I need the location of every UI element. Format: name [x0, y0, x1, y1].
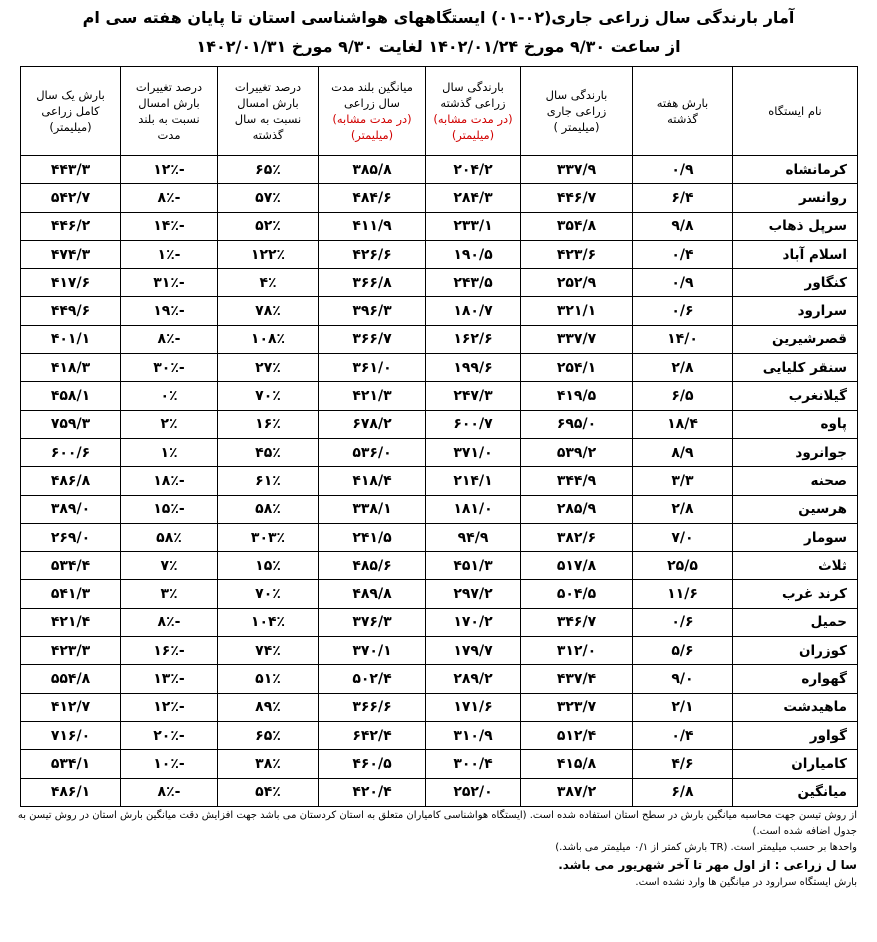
- table-row: [21, 354, 858, 382]
- current-year-rain-cell: ۳۳۷/۹: [521, 156, 633, 184]
- pct-vs-long-term-cell: -۱۸٪: [121, 467, 218, 495]
- pct-vs-last-year-cell: ۵۴٪: [218, 778, 319, 806]
- full-year-rain-cell: ۴۲۳/۳: [21, 637, 121, 665]
- current-year-rain-cell: ۳۵۴/۸: [521, 212, 633, 240]
- station-name-cell: میانگین: [733, 778, 858, 806]
- pct-vs-last-year-cell: ۱۲۲٪: [218, 240, 319, 268]
- long-term-mean-cell: ۶۴۲/۴: [319, 721, 426, 749]
- header-last-year: بارندگی سال زراعی گذشته (در مدت مشابه) (میلیمتر): [426, 67, 521, 156]
- header-weekly-rain: بارش هفته گذشته: [633, 67, 733, 156]
- pct-vs-long-term-cell: -۳۰٪: [121, 354, 218, 382]
- table-row: [21, 552, 858, 580]
- current-year-rain-cell: ۳۱۲/۰: [521, 637, 633, 665]
- pct-vs-long-term-cell: -۳۱٪: [121, 269, 218, 297]
- station-name-cell: کنگاور: [733, 269, 858, 297]
- table-row: [21, 325, 858, 353]
- pct-vs-long-term-cell: -۱۶٪: [121, 637, 218, 665]
- station-name-cell: حمیل: [733, 608, 858, 636]
- long-term-mean-cell: ۴۱۱/۹: [319, 212, 426, 240]
- full-year-rain-cell: ۵۳۴/۴: [21, 552, 121, 580]
- table-row: [21, 721, 858, 749]
- header-pct-last-year: درصد تغییرات بارش امسال نسبت به سال گذشته: [218, 67, 319, 156]
- weekly-rain-cell: ۱۴/۰: [633, 325, 733, 353]
- full-year-rain-cell: ۴۲۱/۴: [21, 608, 121, 636]
- pct-vs-long-term-cell: ۰٪: [121, 382, 218, 410]
- weekly-rain-cell: ۹/۸: [633, 212, 733, 240]
- current-year-rain-cell: ۴۱۵/۸: [521, 750, 633, 778]
- station-name-cell: ماهیدشت: [733, 693, 858, 721]
- long-term-mean-cell: ۵۰۲/۴: [319, 665, 426, 693]
- current-year-rain-cell: ۵۰۴/۵: [521, 580, 633, 608]
- last-year-rain-cell: ۳۷۱/۰: [426, 438, 521, 466]
- station-name-cell: سنقر کلیایی: [733, 354, 858, 382]
- weekly-rain-cell: ۶/۴: [633, 184, 733, 212]
- pct-vs-long-term-cell: -۱۲٪: [121, 156, 218, 184]
- pct-vs-last-year-cell: ۱۵٪: [218, 552, 319, 580]
- table-row: [21, 523, 858, 551]
- weekly-rain-cell: ۲/۸: [633, 495, 733, 523]
- table-row: [21, 410, 858, 438]
- full-year-rain-cell: ۵۴۱/۳: [21, 580, 121, 608]
- pct-vs-long-term-cell: -۱۰٪: [121, 750, 218, 778]
- pct-vs-last-year-cell: ۵۸٪: [218, 495, 319, 523]
- header-pct-long-term: درصد تغییرات بارش امسال نسبت به بلند مدت: [121, 67, 218, 156]
- current-year-rain-cell: ۲۵۴/۱: [521, 354, 633, 382]
- full-year-rain-cell: ۴۴۳/۳: [21, 156, 121, 184]
- pct-vs-long-term-cell: -۱۹٪: [121, 297, 218, 325]
- table-row: [21, 693, 858, 721]
- current-year-rain-cell: ۴۳۷/۴: [521, 665, 633, 693]
- pct-vs-last-year-cell: ۷۰٪: [218, 580, 319, 608]
- station-name-cell: صحنه: [733, 467, 858, 495]
- table-row: [21, 580, 858, 608]
- weekly-rain-cell: ۰/۴: [633, 240, 733, 268]
- full-year-rain-cell: ۷۵۹/۳: [21, 410, 121, 438]
- pct-vs-last-year-cell: ۷۰٪: [218, 382, 319, 410]
- station-name-cell: گهواره: [733, 665, 858, 693]
- pct-vs-last-year-cell: ۷۴٪: [218, 637, 319, 665]
- long-term-mean-cell: ۳۸۵/۸: [319, 156, 426, 184]
- weekly-rain-cell: ۲/۸: [633, 354, 733, 382]
- last-year-rain-cell: ۲۰۴/۲: [426, 156, 521, 184]
- station-name-cell: کامیاران: [733, 750, 858, 778]
- weekly-rain-cell: ۹/۰: [633, 665, 733, 693]
- table-row: [21, 495, 858, 523]
- station-name-cell: پاوه: [733, 410, 858, 438]
- pct-vs-long-term-cell: ۱٪: [121, 438, 218, 466]
- last-year-rain-cell: ۳۰۰/۴: [426, 750, 521, 778]
- last-year-rain-cell: ۱۶۲/۶: [426, 325, 521, 353]
- station-name-cell: کرمانشاه: [733, 156, 858, 184]
- current-year-rain-cell: ۵۳۹/۲: [521, 438, 633, 466]
- full-year-rain-cell: ۵۴۲/۷: [21, 184, 121, 212]
- long-term-mean-cell: ۳۷۰/۱: [319, 637, 426, 665]
- last-year-rain-cell: ۳۱۰/۹: [426, 721, 521, 749]
- pct-vs-last-year-cell: ۱۶٪: [218, 410, 319, 438]
- full-year-rain-cell: ۵۳۴/۱: [21, 750, 121, 778]
- note-units: واحدها بر حسب میلیمتر است. (TR بارش کمتر از ۰/۱ میلیمتر می باشد.): [555, 842, 857, 853]
- station-name-cell: روانسر: [733, 184, 858, 212]
- long-term-mean-cell: ۴۶۰/۵: [319, 750, 426, 778]
- last-year-rain-cell: ۲۸۴/۳: [426, 184, 521, 212]
- current-year-rain-cell: ۳۸۷/۲: [521, 778, 633, 806]
- last-year-rain-cell: ۹۴/۹: [426, 523, 521, 551]
- station-name-cell: اسلام آباد: [733, 240, 858, 268]
- long-term-mean-cell: ۲۴۱/۵: [319, 523, 426, 551]
- report-date-range: از ساعت ۹/۳۰ مورخ ۱۴۰۲/۰۱/۲۴ لغایت ۹/۳۰ مورخ ۱۴۰۲/۰۱/۳۱: [196, 37, 681, 56]
- weekly-rain-cell: ۱۱/۶: [633, 580, 733, 608]
- pct-vs-last-year-cell: ۲۷٪: [218, 354, 319, 382]
- table-row: [21, 467, 858, 495]
- full-year-rain-cell: ۴۰۱/۱: [21, 325, 121, 353]
- header-long-term: میانگین بلند مدت سال زراعی (در مدت مشابه) (میلیمتر): [319, 67, 426, 156]
- weekly-rain-cell: ۴/۶: [633, 750, 733, 778]
- full-year-rain-cell: ۳۸۹/۰: [21, 495, 121, 523]
- long-term-mean-cell: ۴۲۱/۳: [319, 382, 426, 410]
- pct-vs-long-term-cell: -۸٪: [121, 778, 218, 806]
- pct-vs-long-term-cell: ۲٪: [121, 410, 218, 438]
- long-term-mean-cell: ۳۳۸/۱: [319, 495, 426, 523]
- full-year-rain-cell: ۴۷۴/۳: [21, 240, 121, 268]
- table-row: [21, 438, 858, 466]
- pct-vs-last-year-cell: ۴۵٪: [218, 438, 319, 466]
- table-row: [21, 382, 858, 410]
- table-row: [21, 637, 858, 665]
- note-sararud: بارش ایستگاه سرارود در میانگین ها وارد نشده است.: [635, 877, 857, 888]
- pct-vs-long-term-cell: -۱۲٪: [121, 693, 218, 721]
- last-year-rain-cell: ۲۴۳/۵: [426, 269, 521, 297]
- station-name-cell: قصرشیرین: [733, 325, 858, 353]
- long-term-mean-cell: ۴۲۰/۴: [319, 778, 426, 806]
- pct-vs-last-year-cell: ۵۱٪: [218, 665, 319, 693]
- pct-vs-long-term-cell: ۳٪: [121, 580, 218, 608]
- long-term-mean-cell: ۳۶۱/۰: [319, 354, 426, 382]
- long-term-mean-cell: ۳۹۶/۳: [319, 297, 426, 325]
- last-year-rain-cell: ۱۹۹/۶: [426, 354, 521, 382]
- current-year-rain-cell: ۵۱۲/۴: [521, 721, 633, 749]
- table-row: [21, 156, 858, 184]
- table-row: [21, 297, 858, 325]
- full-year-rain-cell: ۴۵۸/۱: [21, 382, 121, 410]
- weekly-rain-cell: ۰/۹: [633, 269, 733, 297]
- last-year-rain-cell: ۲۸۹/۲: [426, 665, 521, 693]
- long-term-mean-cell: ۴۱۸/۴: [319, 467, 426, 495]
- weekly-rain-cell: ۰/۹: [633, 156, 733, 184]
- long-term-mean-cell: ۳۷۶/۳: [319, 608, 426, 636]
- current-year-rain-cell: ۳۳۷/۷: [521, 325, 633, 353]
- current-year-rain-cell: ۲۵۲/۹: [521, 269, 633, 297]
- pct-vs-last-year-cell: ۶۵٪: [218, 721, 319, 749]
- current-year-rain-cell: ۶۹۵/۰: [521, 410, 633, 438]
- long-term-mean-cell: ۴۸۹/۸: [319, 580, 426, 608]
- long-term-mean-cell: ۵۳۶/۰: [319, 438, 426, 466]
- pct-vs-last-year-cell: ۵۲٪: [218, 212, 319, 240]
- full-year-rain-cell: ۴۱۸/۳: [21, 354, 121, 382]
- current-year-rain-cell: ۴۲۳/۶: [521, 240, 633, 268]
- pct-vs-last-year-cell: ۱۰۴٪: [218, 608, 319, 636]
- current-year-rain-cell: ۲۸۵/۹: [521, 495, 633, 523]
- weekly-rain-cell: ۶/۵: [633, 382, 733, 410]
- table-row: [21, 778, 858, 806]
- station-name-cell: جوانرود: [733, 438, 858, 466]
- long-term-mean-cell: ۴۸۵/۶: [319, 552, 426, 580]
- full-year-rain-cell: ۶۰۰/۶: [21, 438, 121, 466]
- last-year-rain-cell: ۴۵۱/۳: [426, 552, 521, 580]
- current-year-rain-cell: ۳۴۶/۷: [521, 608, 633, 636]
- pct-vs-last-year-cell: ۳۰۳٪: [218, 523, 319, 551]
- full-year-rain-cell: ۴۴۶/۲: [21, 212, 121, 240]
- last-year-rain-cell: ۱۷۹/۷: [426, 637, 521, 665]
- last-year-rain-cell: ۲۹۷/۲: [426, 580, 521, 608]
- long-term-mean-cell: ۶۷۸/۲: [319, 410, 426, 438]
- full-year-rain-cell: ۴۱۲/۷: [21, 693, 121, 721]
- header-current-year: بارندگی سال زراعی جاری (میلیمتر ): [521, 67, 633, 156]
- current-year-rain-cell: ۵۱۷/۸: [521, 552, 633, 580]
- last-year-rain-cell: ۱۷۰/۲: [426, 608, 521, 636]
- pct-vs-long-term-cell: ۵۸٪: [121, 523, 218, 551]
- last-year-rain-cell: ۶۰۰/۷: [426, 410, 521, 438]
- station-name-cell: سومار: [733, 523, 858, 551]
- table-header-row: [21, 67, 858, 156]
- station-name-cell: کوزران: [733, 637, 858, 665]
- pct-vs-last-year-cell: ۵۷٪: [218, 184, 319, 212]
- weekly-rain-cell: ۲/۱: [633, 693, 733, 721]
- long-term-mean-cell: ۳۶۶/۷: [319, 325, 426, 353]
- station-name-cell: سرپل ذهاب: [733, 212, 858, 240]
- last-year-rain-cell: ۲۵۲/۰: [426, 778, 521, 806]
- current-year-rain-cell: ۳۴۴/۹: [521, 467, 633, 495]
- pct-vs-last-year-cell: ۱۰۸٪: [218, 325, 319, 353]
- weekly-rain-cell: ۱۸/۴: [633, 410, 733, 438]
- table-row: [21, 750, 858, 778]
- current-year-rain-cell: ۴۱۹/۵: [521, 382, 633, 410]
- footnotes: [12, 808, 857, 891]
- weekly-rain-cell: ۶/۸: [633, 778, 733, 806]
- long-term-mean-cell: ۳۶۶/۸: [319, 269, 426, 297]
- station-name-cell: هرسین: [733, 495, 858, 523]
- full-year-rain-cell: ۲۶۹/۰: [21, 523, 121, 551]
- header-full-year: بارش یک سال کامل زراعی (میلیمتر): [21, 67, 121, 156]
- table-body: [21, 156, 858, 807]
- station-name-cell: ثلاث: [733, 552, 858, 580]
- pct-vs-last-year-cell: ۷۸٪: [218, 297, 319, 325]
- weekly-rain-cell: ۲۵/۵: [633, 552, 733, 580]
- table-row: [21, 608, 858, 636]
- pct-vs-long-term-cell: -۸٪: [121, 325, 218, 353]
- last-year-rain-cell: ۲۳۳/۱: [426, 212, 521, 240]
- last-year-rain-cell: ۱۷۱/۶: [426, 693, 521, 721]
- weekly-rain-cell: ۰/۶: [633, 608, 733, 636]
- current-year-rain-cell: ۳۸۲/۶: [521, 523, 633, 551]
- full-year-rain-cell: ۷۱۶/۰: [21, 721, 121, 749]
- station-name-cell: کرند غرب: [733, 580, 858, 608]
- station-name-cell: گیلانغرب: [733, 382, 858, 410]
- note-crop-year: سا ل زراعی : از اول مهر تا آخر شهریور می باشد.: [558, 858, 857, 872]
- pct-vs-last-year-cell: ۴٪: [218, 269, 319, 297]
- weekly-rain-cell: ۳/۳: [633, 467, 733, 495]
- full-year-rain-cell: ۵۵۴/۸: [21, 665, 121, 693]
- table-row: [21, 269, 858, 297]
- pct-vs-long-term-cell: -۱۳٪: [121, 665, 218, 693]
- current-year-rain-cell: ۴۴۶/۷: [521, 184, 633, 212]
- current-year-rain-cell: ۳۲۳/۷: [521, 693, 633, 721]
- pct-vs-last-year-cell: ۸۹٪: [218, 693, 319, 721]
- report-title: آمار بارندگی سال زراعی جاری(۰۲-۰۱) ایستگاههای هواشناسی استان تا پایان هفته سی ام: [82, 8, 795, 27]
- last-year-rain-cell: ۲۴۷/۳: [426, 382, 521, 410]
- pct-vs-long-term-cell: -۲۰٪: [121, 721, 218, 749]
- table-row: [21, 184, 858, 212]
- pct-vs-long-term-cell: ۷٪: [121, 552, 218, 580]
- full-year-rain-cell: ۴۸۶/۱: [21, 778, 121, 806]
- full-year-rain-cell: ۴۴۹/۶: [21, 297, 121, 325]
- full-year-rain-cell: ۴۱۷/۶: [21, 269, 121, 297]
- weekly-rain-cell: ۸/۹: [633, 438, 733, 466]
- table-row: [21, 240, 858, 268]
- station-name-cell: سرارود: [733, 297, 858, 325]
- pct-vs-last-year-cell: ۶۵٪: [218, 156, 319, 184]
- pct-vs-last-year-cell: ۶۱٪: [218, 467, 319, 495]
- rainfall-table: [20, 66, 858, 807]
- pct-vs-long-term-cell: -۱۵٪: [121, 495, 218, 523]
- pct-vs-long-term-cell: -۸٪: [121, 184, 218, 212]
- note-method: از روش تیسن جهت محاسبه میانگین بارش در سطح استان استفاده شده است. (ایستگاه هواشناسی کامیاران متعلق به استان کردستان می باشد جهت افزایش دقت میانگین بارش استان در روش تیسن به جدول اضافه شده است.): [17, 810, 857, 837]
- header-station: نام ایستگاه: [733, 67, 858, 156]
- pct-vs-long-term-cell: -۸٪: [121, 608, 218, 636]
- pct-vs-long-term-cell: -۱۴٪: [121, 212, 218, 240]
- weekly-rain-cell: ۰/۶: [633, 297, 733, 325]
- current-year-rain-cell: ۳۲۱/۱: [521, 297, 633, 325]
- weekly-rain-cell: ۰/۴: [633, 721, 733, 749]
- station-name-cell: گواور: [733, 721, 858, 749]
- weekly-rain-cell: ۵/۶: [633, 637, 733, 665]
- last-year-rain-cell: ۱۸۱/۰: [426, 495, 521, 523]
- table-row: [21, 665, 858, 693]
- long-term-mean-cell: ۳۶۶/۶: [319, 693, 426, 721]
- weekly-rain-cell: ۷/۰: [633, 523, 733, 551]
- table-row: [21, 212, 858, 240]
- last-year-rain-cell: ۲۱۴/۱: [426, 467, 521, 495]
- last-year-rain-cell: ۱۹۰/۵: [426, 240, 521, 268]
- pct-vs-long-term-cell: -۱٪: [121, 240, 218, 268]
- pct-vs-last-year-cell: ۳۸٪: [218, 750, 319, 778]
- last-year-rain-cell: ۱۸۰/۷: [426, 297, 521, 325]
- long-term-mean-cell: ۴۸۴/۶: [319, 184, 426, 212]
- full-year-rain-cell: ۴۸۶/۸: [21, 467, 121, 495]
- long-term-mean-cell: ۴۲۶/۶: [319, 240, 426, 268]
